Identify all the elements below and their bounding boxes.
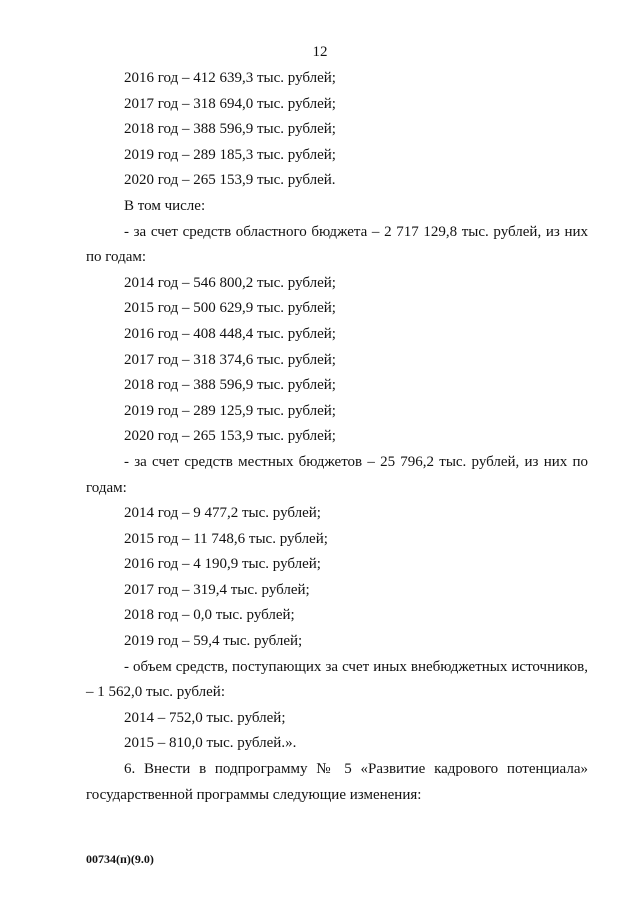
text-line: 2019 год – 59,4 тыс. рублей; xyxy=(124,633,303,650)
text-line: 2015 год – 11 748,6 тыс. рублей; xyxy=(124,530,328,547)
text-line: – 1 562,0 тыс. рублей: xyxy=(86,684,225,701)
text-line: 2015 – 810,0 тыс. рублей.». xyxy=(124,735,297,752)
text-line: 2014 год – 546 800,2 тыс. рублей; xyxy=(124,274,336,291)
text-line: 2017 год – 318 694,0 тыс. рублей; xyxy=(124,95,336,112)
text-line: 2016 год – 408 448,4 тыс. рублей; xyxy=(124,325,336,342)
text-line: 2018 год – 388 596,9 тыс. рублей; xyxy=(124,377,336,394)
text-line: 2017 год – 318 374,6 тыс. рублей; xyxy=(124,351,336,368)
document-body xyxy=(86,66,588,808)
text-line: 2015 год – 500 629,9 тыс. рублей; xyxy=(124,300,336,317)
text-line: 2020 год – 265 153,9 тыс. рублей; xyxy=(124,428,336,445)
text-line: 2018 год – 0,0 тыс. рублей; xyxy=(124,607,295,624)
text-line: 2018 год – 388 596,9 тыс. рублей; xyxy=(124,121,336,138)
text-line: годам: xyxy=(86,479,127,496)
text-line: 2014 год – 9 477,2 тыс. рублей; xyxy=(124,505,321,522)
text-line: 2017 год – 319,4 тыс. рублей; xyxy=(124,581,310,598)
text-line: 2019 год – 289 185,3 тыс. рублей; xyxy=(124,146,336,163)
text-line: 2020 год – 265 153,9 тыс. рублей. xyxy=(124,172,336,189)
text-line: В том числе: xyxy=(124,197,206,214)
text-line: государственной программы следующие изменения: xyxy=(86,786,422,803)
text-line: - объем средств, поступающих за счет иных внебюджетных источников, xyxy=(124,658,588,675)
document-code: 00734(п)(9.0) xyxy=(86,852,154,866)
text-line: - за счет средств областного бюджета – 2 717 129,8 тыс. рублей, из них xyxy=(124,223,588,240)
text-line: по годам: xyxy=(86,249,147,266)
text-line: 2014 – 752,0 тыс. рублей; xyxy=(124,709,286,726)
text-line: - за счет средств местных бюджетов – 25 796,2 тыс. рублей, из них по xyxy=(124,453,588,470)
page-number: 12 xyxy=(312,44,328,60)
text-line: 2016 год – 4 190,9 тыс. рублей; xyxy=(124,556,321,573)
text-line: 2019 год – 289 125,9 тыс. рублей; xyxy=(124,402,336,419)
text-line: 6. Внести в подпрограмму № 5 «Развитие кадрового потенциала» xyxy=(124,761,588,778)
text-line: 2016 год – 412 639,3 тыс. рублей; xyxy=(124,70,336,86)
